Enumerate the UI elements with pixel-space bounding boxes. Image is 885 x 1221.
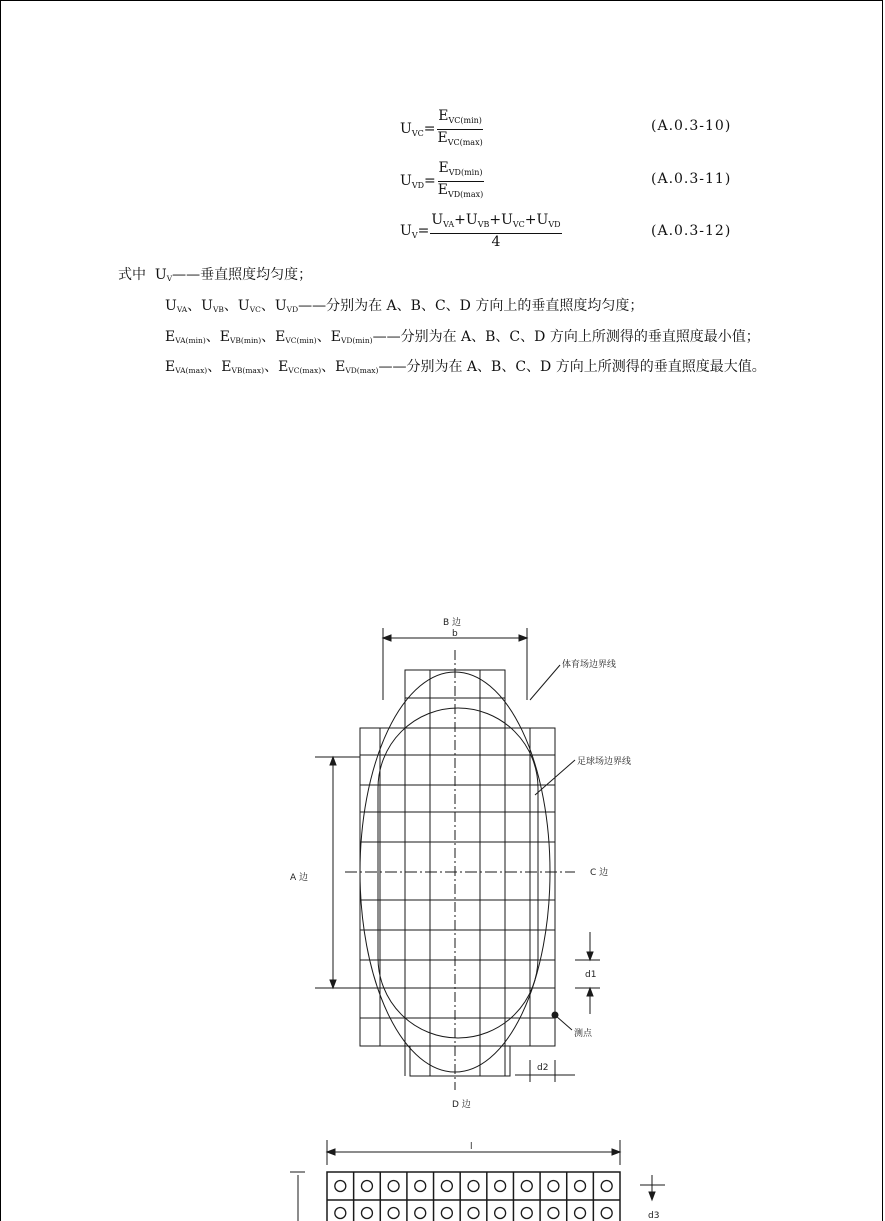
measure-point-circle (495, 1208, 506, 1219)
measure-point-circle (468, 1208, 479, 1219)
label-measure-point: 测点 (574, 1029, 593, 1039)
strip-cells (335, 1172, 612, 1221)
definition-uv: 式中 $U_V——$垂直照度均匀度； (118, 267, 313, 283)
measure-point-circle (601, 1181, 612, 1192)
equation-number: (A.0.3-10) (651, 118, 732, 134)
strip-frame (327, 1172, 620, 1221)
label-grid-spacing: d1 (585, 970, 597, 980)
measure-point-circle (335, 1181, 346, 1192)
arrow-head (330, 980, 336, 988)
measure-point-circle (548, 1208, 559, 1219)
measure-point-circle (468, 1181, 479, 1192)
formula-uvd: $U_{VD}=$ $\frac{E_{VD(min)}}{E_{VD(max)}}$ (400, 160, 484, 199)
label-grid-spacing2: d2 (537, 1063, 549, 1073)
definition-evmin: $E_{VA(min)}$、$E_{VB(min)}$、$E_{VC(min)}$、$E_{VD(min)}——$分别为在 A、B、C、D 方向上所测得的垂直照度最小值； (165, 329, 760, 345)
measure-point-circle (415, 1208, 426, 1219)
measure-point-circle (361, 1181, 372, 1192)
measure-point-circle (415, 1181, 426, 1192)
definition-evmax: $E_{VA(max)}$、$E_{VB(max)}$、$E_{VC(max)}$、$E_{VD(max)}——$分别为在 A、B、C、D 方向上所测得的垂直照度最大值。 (165, 359, 766, 375)
measure-point-circle (441, 1208, 452, 1219)
label-strip-spacing: d3 (648, 1211, 660, 1221)
label-d-side: D 边 (452, 1100, 471, 1110)
measure-point-circle (548, 1181, 559, 1192)
label-b-width: b (452, 629, 458, 639)
definition-uva-uvd: $U_{VA}$、$U_{VB}$、$U_{VC}$、$U_{VD}——$分别为在 A、B、C、D 方向上的垂直照度均匀度； (165, 298, 644, 314)
label-strip-length: l (470, 1142, 473, 1152)
measure-point-circle (361, 1208, 372, 1219)
label-inner-boundary: 足球场边界线 (577, 757, 632, 767)
measure-point-circle (441, 1181, 452, 1192)
label-b-side: B 边 (443, 618, 462, 628)
arrow-head (330, 757, 336, 765)
measure-point-circle (495, 1181, 506, 1192)
measure-point-circle (388, 1181, 399, 1192)
leader-line (556, 1016, 572, 1030)
measure-point-circle (388, 1208, 399, 1219)
measure-point-circle (521, 1181, 532, 1192)
grid-vertical-lines (380, 650, 530, 1090)
arrow-head (383, 635, 391, 641)
formula-uv: $U_V=$ $\frac{U_{VA}+U_{VB}+U_{VC}+U_{VD}}{4}$ (400, 212, 561, 250)
equation-number: (A.0.3-11) (651, 171, 732, 187)
measure-point-circle (575, 1208, 586, 1219)
equation-number: (A.0.3-12) (651, 223, 732, 239)
measure-point-circle (521, 1208, 532, 1219)
measure-point-circle (335, 1208, 346, 1219)
arrow-head (519, 635, 527, 641)
label-c-side: C 边 (590, 868, 609, 878)
label-a-side: A 边 (290, 873, 309, 883)
formula-uvc: $U_{VC}=$ $\frac{E_{VC(min)}}{E_{VC(max)}}$ (400, 108, 483, 147)
leader-line (530, 665, 560, 700)
label-outer-boundary: 体育场边界线 (562, 660, 617, 670)
measure-point-circle (575, 1181, 586, 1192)
measure-point-circle (601, 1208, 612, 1219)
